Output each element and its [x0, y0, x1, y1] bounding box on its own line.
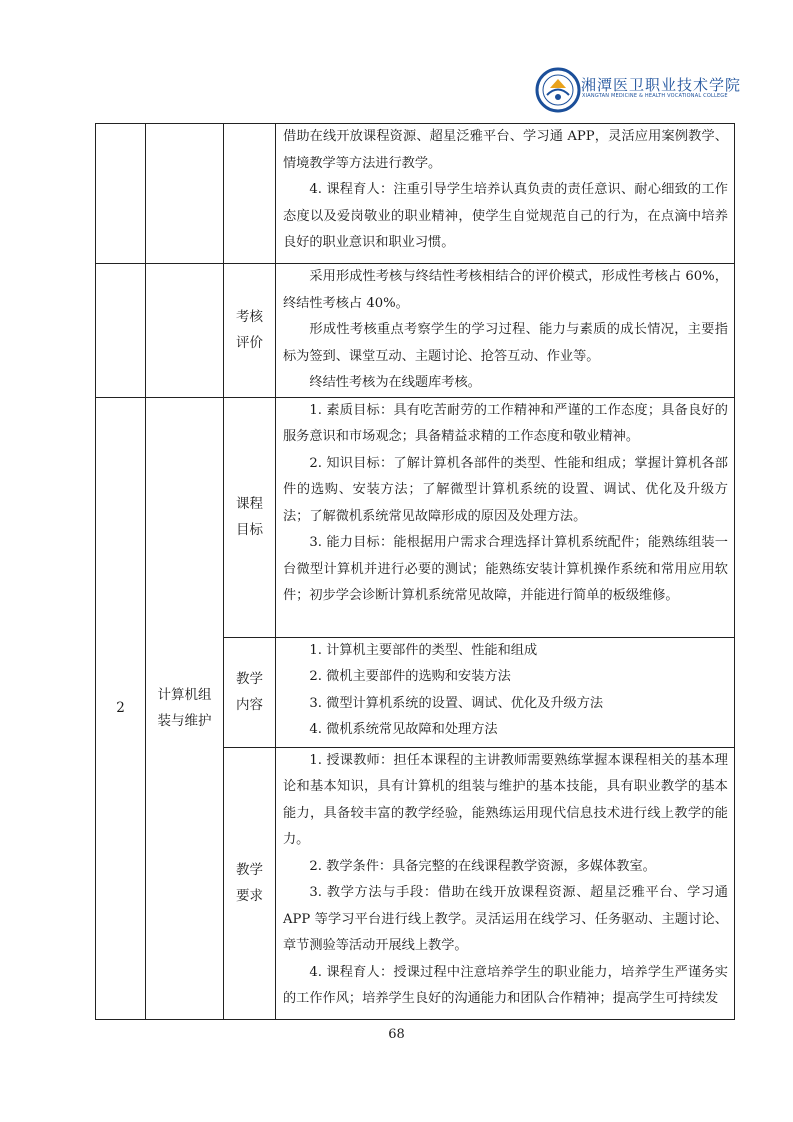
category-teaching-requirements	[224, 747, 276, 1019]
list-item: 4. 微机系统常见故障和处理方法	[309, 722, 498, 737]
course-name-cell-blank	[146, 264, 224, 398]
paragraph: 2. 教学条件：具备完整的在线课程教学资源，多媒体教室。	[309, 858, 656, 874]
table-row	[96, 397, 735, 637]
list-item: 2. 微机主要部件的选购和安装方法	[309, 669, 511, 684]
paragraph: 3. 能力目标：能根据用户需求合理选择计算机系统配件；能熟练组装一台微型计算机并进行必要的测试；能熟练安装计算机操作系统和常用应用软件；初步学会诊断计算机系统常见故障，并能进行简单的板级维修。	[283, 535, 728, 603]
number-cell-blank	[96, 264, 146, 398]
category-course-objectives	[224, 397, 276, 637]
teaching-content-list	[276, 637, 735, 747]
course-name-line: 装与维护	[157, 713, 212, 729]
list-item: 3. 微型计算机系统的设置、调试、优化及升级方法	[309, 695, 604, 711]
paragraph: 1. 素质目标：具有吃苦耐劳的工作精神和严谨的工作态度；具备良好的服务意识和市场观念；具备精益求精的工作态度和敬业精神。	[283, 402, 728, 444]
category-label: 考核	[236, 309, 263, 326]
category-label: 内容	[236, 697, 263, 713]
college-name: 湘潭医卫职业技术学院	[581, 76, 742, 94]
teaching-requirements-continued	[276, 124, 735, 264]
course-number: 2	[96, 397, 146, 1019]
paragraph: 4. 课程育人：注重引导学生培养认真负责的责任意识、耐心细致的工作态度以及爱岗敬业的职业精神，使学生自觉规范自己的行为，在点滴中培养良好的职业意识和职业习惯。	[283, 182, 728, 250]
paragraph: 形成性考核重点考察学生的学习过程、能力与素质的成长情况，主要指标为签到、课堂互动、主题讨论、抢答互动、作业等。	[283, 322, 728, 364]
assessment-content	[276, 264, 735, 398]
paragraph: 4. 课程育人：授课过程中注意培养学生的职业能力，培养学生严谨务实的工作作风；培养学生良好的沟通能力和团队合作精神；提高学生可持续发	[283, 964, 728, 1006]
category-label: 要求	[236, 888, 263, 904]
course-name	[146, 397, 224, 1019]
category-assessment	[224, 264, 276, 398]
category-label: 评价	[236, 335, 263, 352]
category-label: 教学	[236, 671, 263, 687]
category-label: 教学	[236, 862, 263, 878]
course-name-cell-blank	[146, 124, 224, 264]
number-cell-blank	[96, 124, 146, 264]
college-english-name: XIANGTAN MEDICINE & HEALTH VOCATIONAL COLLEGE	[582, 93, 728, 99]
course-name-line: 计算机组	[157, 687, 212, 703]
paragraph: 采用形成性考核与终结性考核相结合的评价模式，形成性考核占 60%，终结性考核占 40%。	[283, 269, 728, 311]
list-item: 1. 计算机主要部件的类型、性能和组成	[309, 642, 538, 658]
paragraph: 借助在线开放课程资源、超星泛雅平台、学习通 APP，灵活应用案例教学、情境教学等方法进行教学。	[283, 129, 728, 171]
curriculum-table	[95, 123, 735, 1020]
paragraph: 2. 知识目标：了解计算机各部件的类型、性能和组成；掌握计算机各部件的选购、安装方法；了解微型计算机系统的设置、调试、优化及升级方法；了解微机系统常见故障形成的原因及处理方法。	[283, 455, 728, 524]
paragraph: 1. 授课教师：担任本课程的主讲教师需要熟练掌握本课程相关的基本理论和基本知识，具有计算机的组装与维护的基本技能，具有职业教学的基本能力，具备较丰富的教学经验，能熟练运用现代信息技术进行线上教学的能力。	[283, 752, 728, 847]
category-label: 课程	[236, 496, 263, 512]
table-row	[96, 124, 735, 264]
category-teaching-content	[224, 637, 276, 747]
table-row	[96, 264, 735, 398]
category-label: 目标	[236, 522, 263, 538]
teaching-requirements-content	[276, 747, 735, 1019]
page-number: 68	[388, 1027, 405, 1042]
objectives-content	[276, 397, 735, 637]
paragraph: 终结性考核为在线题库考核。	[309, 375, 481, 390]
category-cell-blank	[224, 124, 276, 264]
paragraph: 3. 教学方法与手段：借助在线开放课程资源、超星泛雅平台、学习通 APP 等学习平台进行线上教学。灵活运用在线学习、任务驱动、主题讨论、章节测验等活动开展线上教学。	[283, 885, 728, 953]
